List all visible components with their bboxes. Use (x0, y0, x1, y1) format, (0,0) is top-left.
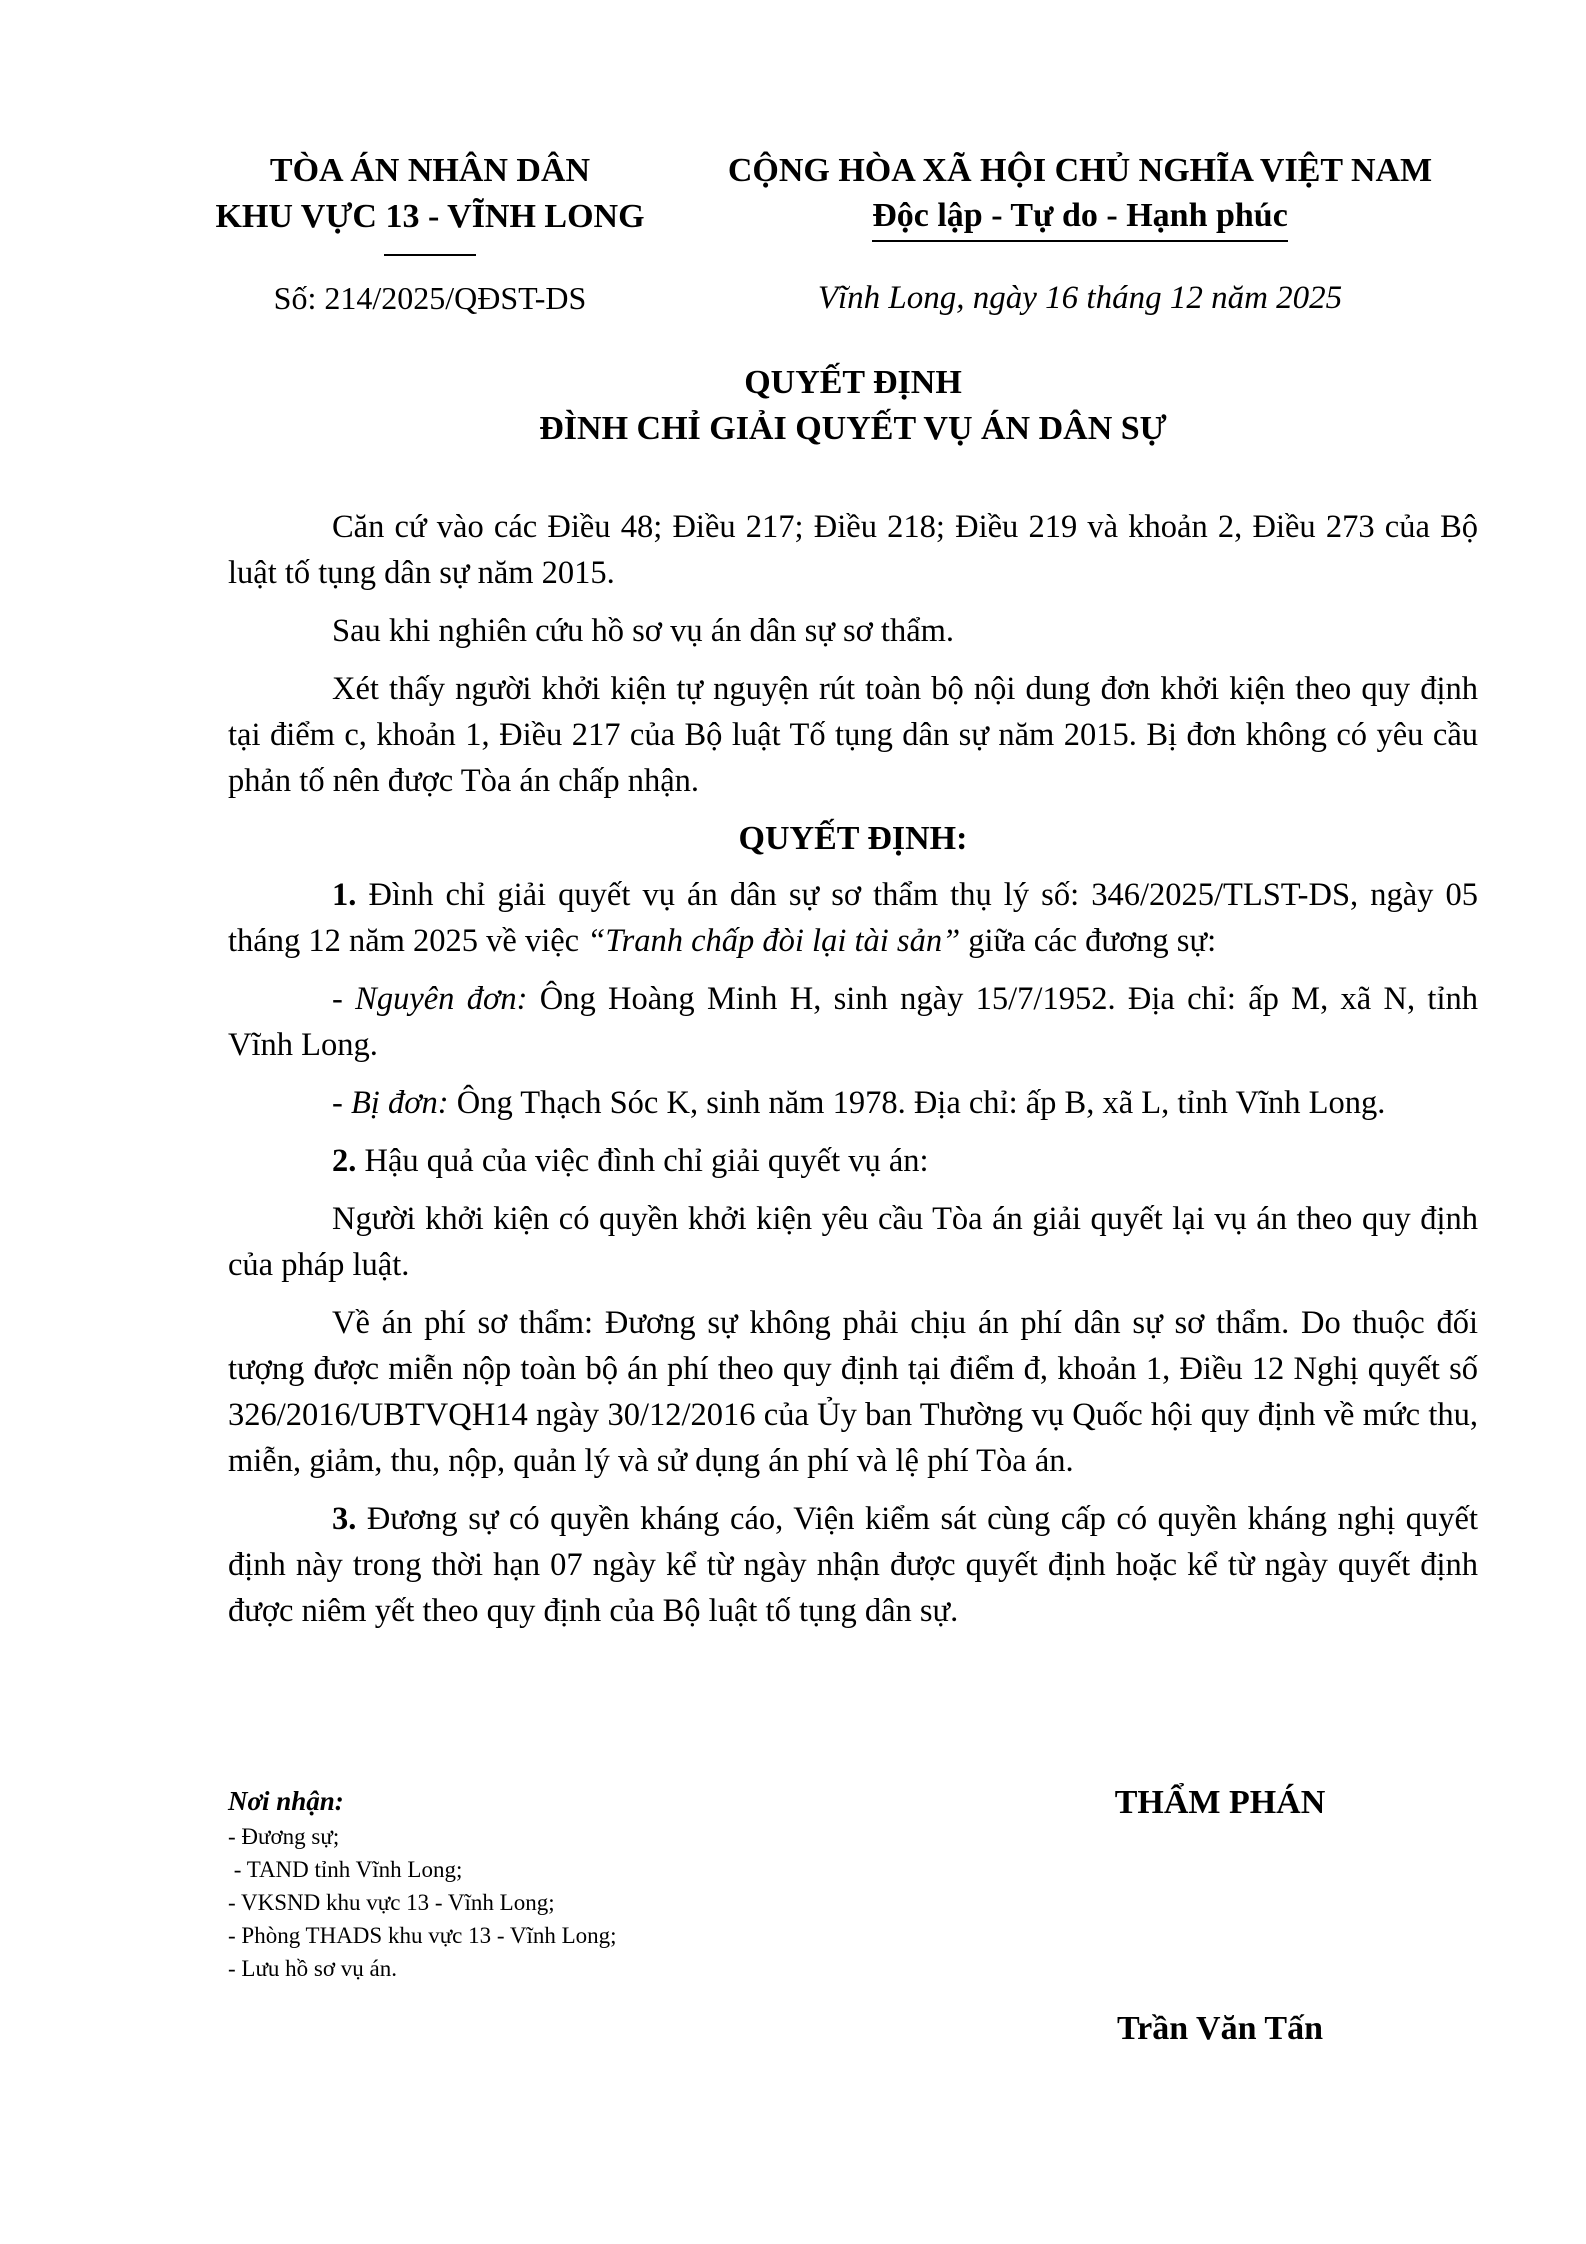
consequence-paragraph: Người khởi kiện có quyền khởi kiện yêu cầu Tòa án giải quyết lại vụ án theo quy định của pháp luật. (228, 1201, 1478, 1283)
recipient-item: - TAND tỉnh Vĩnh Long; (228, 1857, 463, 1882)
item-2-text: Hậu quả của việc đình chỉ giải quyết vụ án: (356, 1143, 929, 1179)
plaintiff-label: Nguyên đơn: (355, 981, 528, 1017)
plaintiff-text: Ông Hoàng Minh H, sinh ngày 15/7/1952. Địa chỉ: ấp M, xã N, tỉnh Vĩnh Long. (228, 981, 1478, 1063)
court-name-line1: TÒA ÁN NHÂN DÂN (269, 152, 591, 189)
recipient-item: - VKSND khu vực 13 - Vĩnh Long; (228, 1890, 555, 1915)
recipients-block (228, 1782, 868, 1985)
national-motto: Độc lập - Tự do - Hạnh phúc (872, 194, 1288, 242)
item-1-text-b: giữa các đương sự: (960, 923, 1217, 959)
decision-heading: QUYẾT ĐỊNH: (738, 820, 968, 857)
item-1-text-a: Đình chỉ giải quyết vụ án dân sự sơ thẩm thụ lý số: 346/2025/TLST-DS, ngày 05 tháng 12 năm 2025 về việc (228, 877, 1478, 959)
decision-item-1 (228, 872, 1478, 964)
document-title (228, 360, 1478, 452)
defendant-paragraph (228, 1080, 1478, 1126)
recipient-item: - Phòng THADS khu vực 13 - Vĩnh Long; (228, 1923, 617, 1948)
court-fee-paragraph: Về án phí sơ thẩm: Đương sự không phải chịu án phí dân sự sơ thẩm. Do thuộc đối tượng được miễn nộp toàn bộ án phí theo quy định tại điểm đ, khoản 1, Điều 12 Nghị quyết số 326/2016/UBTVQH14 ngày 30/12/2016 của Ủy ban Thường vụ Quốc hội quy định về mức thu, miễn, giảm, thu, nộp, quản lý và sử dụng án phí và lệ phí Tòa án. (228, 1305, 1478, 1479)
legal-basis-paragraph: Căn cứ vào các Điều 48; Điều 217; Điều 218; Điều 219 và khoản 2, Điều 273 của Bộ luật tố tụng dân sự năm 2015. (228, 509, 1478, 591)
national-header (700, 148, 1460, 242)
title-line1: QUYẾT ĐỊNH (744, 364, 962, 401)
item-3-text: Đương sự có quyền kháng cáo, Viện kiểm sát cùng cấp có quyền kháng nghị quyết định này trong thời hạn 07 ngày kể từ ngày nhận được quyết định hoặc kể từ ngày quyết định được niêm yết theo quy định của Bộ luật tố tụng dân sự. (228, 1501, 1478, 1629)
document-number: Số: 214/2025/QĐST-DS (273, 280, 587, 316)
defendant-label: Bị đơn: (350, 1085, 449, 1121)
recipient-item: - Đương sự; (228, 1824, 340, 1849)
item-2-number: 2. (332, 1143, 357, 1179)
title-line2: ĐÌNH CHỈ GIẢI QUYẾT VỤ ÁN DÂN SỰ (539, 410, 1167, 447)
signer-name: Trần Văn Tấn (1117, 2010, 1323, 2047)
decision-item-3 (228, 1496, 1478, 1634)
place-and-date: Vĩnh Long, ngày 16 tháng 12 năm 2025 (817, 280, 1343, 316)
recipients-label: Nơi nhận: (228, 1786, 344, 1816)
document-body (228, 504, 1478, 1646)
decision-item-2 (228, 1138, 1478, 1184)
signature-block (1020, 1780, 1420, 2052)
item-3-number: 3. (332, 1501, 357, 1537)
defendant-dash: - (332, 1085, 351, 1121)
case-type: “Tranh chấp đòi lại tài sản” (587, 923, 961, 959)
recipient-item: - Lưu hồ sơ vụ án. (228, 1956, 397, 1981)
item-1-number: 1. (332, 877, 357, 913)
country-name: CỘNG HÒA XÃ HỘI CHỦ NGHĨA VIỆT NAM (727, 152, 1433, 189)
plaintiff-paragraph (228, 976, 1478, 1068)
signer-role: THẨM PHÁN (1114, 1784, 1326, 1821)
court-name-line2: KHU VỰC 13 - VĨNH LONG (215, 198, 645, 235)
defendant-text: Ông Thạch Sóc K, sinh năm 1978. Địa chỉ: ấp B, xã L, tỉnh Vĩnh Long. (448, 1085, 1386, 1121)
header-divider (384, 254, 476, 256)
court-header (190, 148, 670, 256)
review-paragraph: Sau khi nghiên cứu hồ sơ vụ án dân sự sơ thẩm. (332, 613, 955, 649)
finding-paragraph: Xét thấy người khởi kiện tự nguyện rút toàn bộ nội dung đơn khởi kiện theo quy định tại điểm c, khoản 1, Điều 217 của Bộ luật Tố tụng dân sự năm 2015. Bị đơn không có yêu cầu phản tố nên được Tòa án chấp nhận. (228, 671, 1478, 799)
plaintiff-dash: - (332, 981, 356, 1017)
